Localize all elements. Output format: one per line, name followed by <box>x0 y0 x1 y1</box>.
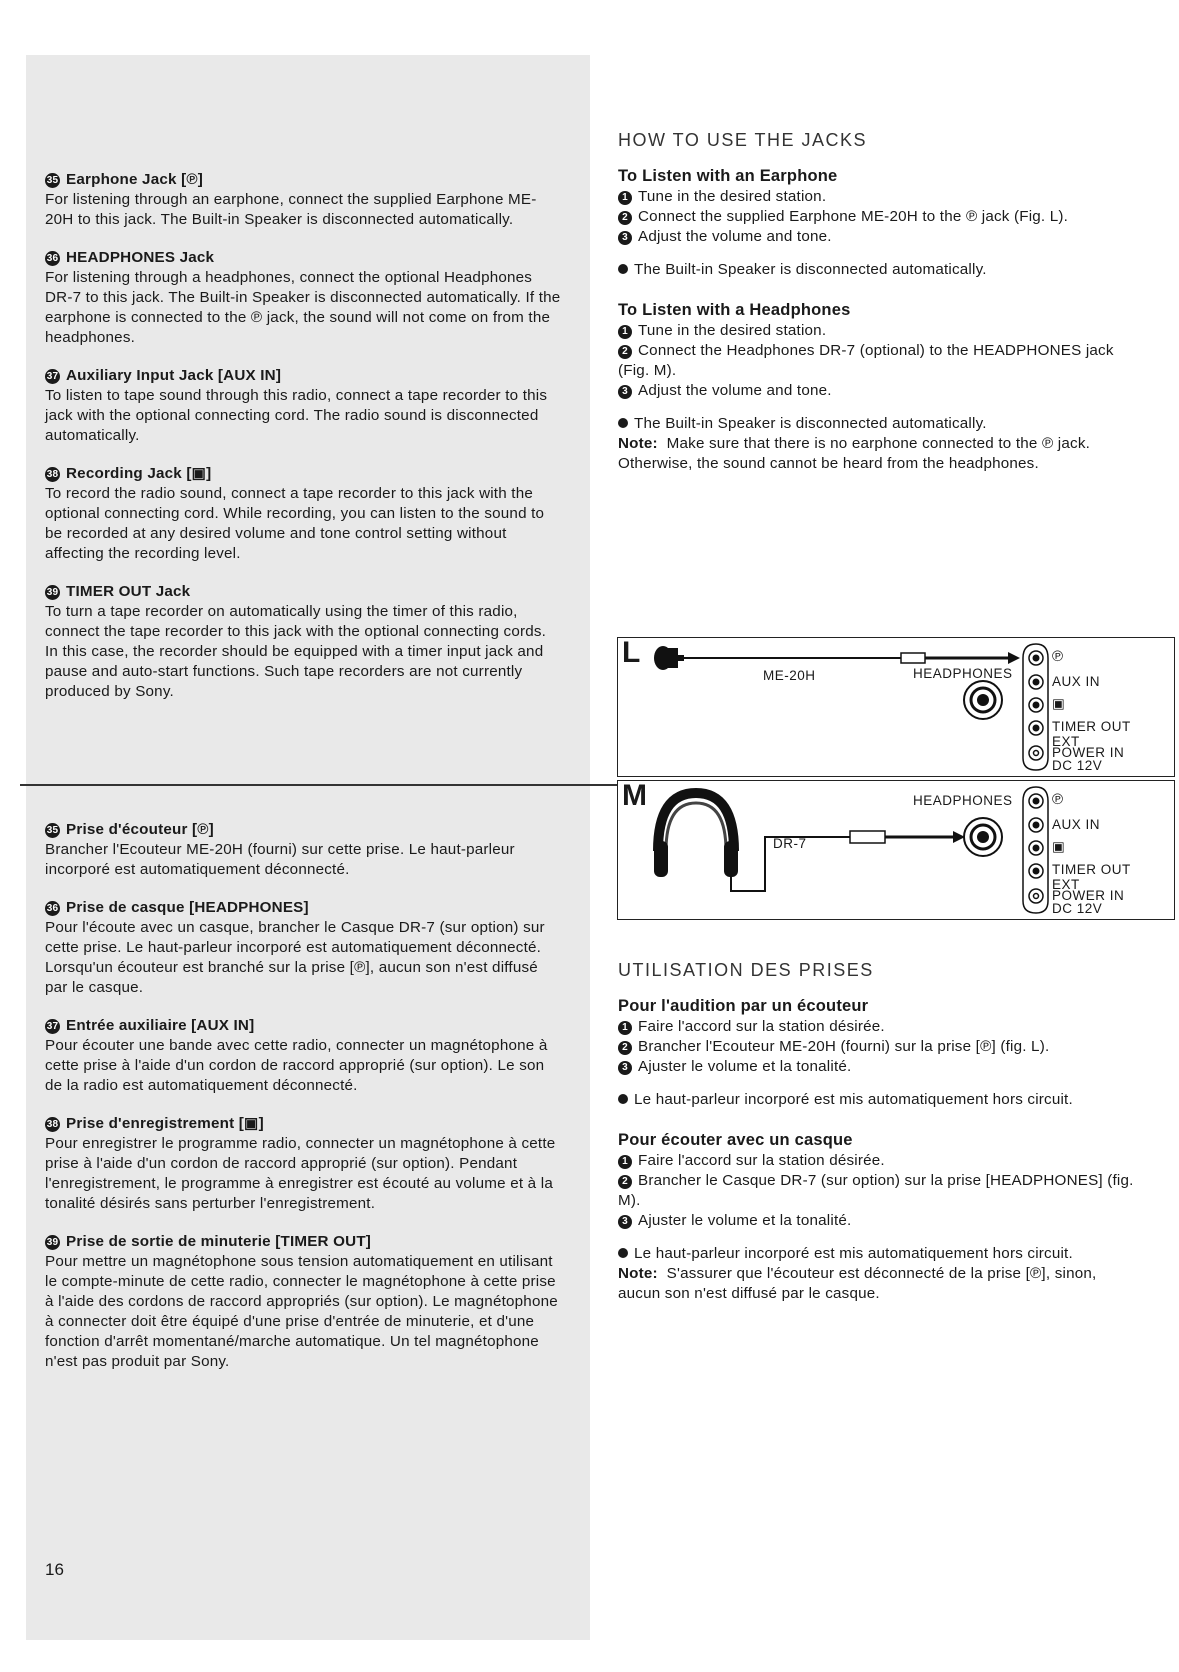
jack-descriptions-english <box>45 170 562 720</box>
step-2: 2 Brancher l'Ecouteur ME-20H (fourni) sur la prise [℗] (fig. L). <box>618 1037 1138 1057</box>
item-title: Prise de casque [HEADPHONES] <box>66 899 309 916</box>
page-number: 16 <box>45 1560 64 1579</box>
item-body: Pour mettre un magnétophone sous tension automatiquement en utilisant le compte-minute de cette radio, connecter le magnétophone à cette prise à l'aide des cordons de raccord appropriés (sur option). Le magnétophone à connecter doit être équipé d'une prise d'entrée de minuterie, et d'une fonction d'arrêt momentané/marche automatique. Un tel magnétophone n'est pas produit par Sony. <box>45 1253 558 1370</box>
jack-label-dc: DC 12V <box>1052 901 1103 916</box>
step-1: 1 Faire l'accord sur la station désirée. <box>618 1151 1138 1171</box>
jack-label-aux-in: AUX IN <box>1052 817 1101 832</box>
jack-descriptions-french <box>45 820 562 1390</box>
item-title: Prise d'écouteur [℗] <box>66 821 214 838</box>
item-headphones-jack <box>45 248 562 348</box>
figure-letter: M <box>622 779 647 812</box>
jack-label-aux-in: AUX IN <box>1052 674 1101 689</box>
item-timer-out-jack <box>45 582 562 702</box>
item-number: 39 <box>46 587 59 598</box>
cable-label: DR-7 <box>773 836 807 851</box>
figure-l <box>617 637 1175 777</box>
item-title: Recording Jack [▣] <box>66 465 212 482</box>
item-number: 38 <box>46 1119 59 1130</box>
item-prise-minuterie <box>45 1232 562 1372</box>
section-heading: UTILISATION DES PRISES <box>618 960 874 980</box>
jack-label: HEADPHONES <box>913 793 1013 808</box>
subheading-earphone: Pour l'audition par un écouteur <box>618 997 869 1015</box>
item-body: Pour écouter une bande avec cette radio, connecter un magnétophone à cette prise à l'aide d'un cordon de raccord approprié (sur option). Le son de la radio est automatiquement déconnecté. <box>45 1037 548 1094</box>
bullet-note: The Built-in Speaker is disconnected automatically. <box>618 414 1138 434</box>
item-number: 39 <box>46 1237 59 1248</box>
jack-label-timer-out: TIMER OUT <box>1052 862 1131 877</box>
item-body: For listening through an earphone, connect the supplied Earphone ME-20H to this jack. The Built-in Speaker is disconnected automatically. <box>45 191 537 228</box>
bullet-note: Le haut-parleur incorporé est mis automatiquement hors circuit. <box>618 1244 1138 1264</box>
item-title: Entrée auxiliaire [AUX IN] <box>66 1017 255 1034</box>
jack-label-dc: DC 12V <box>1052 758 1103 773</box>
jack-label-earphone: ℗ <box>1052 791 1064 808</box>
jack-label-power-in: POWER IN <box>1052 888 1125 903</box>
item-prise-enregistrement <box>45 1114 562 1214</box>
note: Note: S'assurer que l'écouteur est déconnecté de la prise [℗], sinon, aucun son n'est diffusé par le casque. <box>618 1265 1097 1302</box>
item-title: Prise d'enregistrement [▣] <box>66 1115 264 1132</box>
item-number: 36 <box>46 903 59 914</box>
figure-m <box>617 780 1175 920</box>
item-title: Auxiliary Input Jack [AUX IN] <box>66 367 282 384</box>
subheading-earphone: To Listen with an Earphone <box>618 167 838 185</box>
item-body: To turn a tape recorder on automatically using the timer of this radio, connect the tape recorder to this jack with the optional connecting cords. In this case, the recorder should be equipped with a timer input jack and pause and auto-start functions. Such tape recorders are not currently produced by Sony. <box>45 603 547 700</box>
how-to-use-french <box>618 960 1138 1304</box>
item-title: Earphone Jack [℗] <box>66 171 203 188</box>
subheading-headphones: To Listen with a Headphones <box>618 301 851 319</box>
how-to-use-english <box>618 130 1138 474</box>
jack-label-timer-out: TIMER OUT <box>1052 719 1131 734</box>
jack-label-ext: EXT <box>1052 734 1080 749</box>
item-number: 35 <box>46 175 59 186</box>
note: Note: Make sure that there is no earphone connected to the ℗ jack. Otherwise, the sound cannot be heard from the headphones. <box>618 435 1091 472</box>
cable-label: ME-20H <box>763 668 816 683</box>
item-body: Pour l'écoute avec un casque, brancher le Casque DR-7 (sur option) sur cette prise. Le haut-parleur incorporé est automatiquement déconnecté. Lorsqu'un écouteur est branché sur la prise [℗], aucun son n'est diffusé par le casque. <box>45 919 545 996</box>
step-2: 2 Connect the supplied Earphone ME-20H to the ℗ jack (Fig. L). <box>618 207 1138 227</box>
item-prise-ecouteur <box>45 820 562 880</box>
item-entree-auxiliaire <box>45 1016 562 1096</box>
item-recording-jack <box>45 464 562 564</box>
item-body: Pour enregistrer le programme radio, connecter un magnétophone à cette prise à l'aide d'un cordon de raccord approprié (sur option). Pendant l'enregistrement, le programme à enregistrer est écouté au volume et à la tonalité désirés sans perturber l'enregistrement. <box>45 1135 556 1212</box>
figure-letter: L <box>622 636 641 669</box>
step-1: 1 Tune in the desired station. <box>618 187 1138 207</box>
item-number: 37 <box>46 371 59 382</box>
step-3: 3 Adjust the volume and tone. <box>618 381 1138 401</box>
item-number: 35 <box>46 825 59 836</box>
item-title: Prise de sortie de minuterie [TIMER OUT] <box>66 1233 372 1250</box>
section-heading: HOW TO USE THE JACKS <box>618 130 868 150</box>
item-prise-casque <box>45 898 562 998</box>
item-number: 37 <box>46 1021 59 1032</box>
item-aux-in-jack <box>45 366 562 446</box>
jack-label-ext: EXT <box>1052 877 1080 892</box>
step-3: 3 Adjust the volume and tone. <box>618 227 1138 247</box>
step-1: 1 Faire l'accord sur la station désirée. <box>618 1017 1138 1037</box>
bullet-note: Le haut-parleur incorporé est mis automatiquement hors circuit. <box>618 1090 1138 1110</box>
item-body: To listen to tape sound through this radio, connect a tape recorder to this jack with the optional connecting cord. The radio sound is disconnected automatically. <box>45 387 548 444</box>
jack-label-power-in: POWER IN <box>1052 745 1125 760</box>
item-body: To record the radio sound, connect a tape recorder to this jack with the optional connecting cord. While recording, you can listen to the sound to be recorded at any desired volume and tone control setting without affecting the recording level. <box>45 485 545 562</box>
item-title: HEADPHONES Jack <box>66 249 215 266</box>
step-3: 3 Ajuster le volume et la tonalité. <box>618 1211 1138 1231</box>
step-2: 2 Connect the Headphones DR-7 (optional) to the HEADPHONES jack (Fig. M). <box>618 342 1114 379</box>
jack-label-recording: ▣ <box>1052 839 1066 854</box>
bullet-note: The Built-in Speaker is disconnected automatically. <box>618 260 1138 280</box>
item-earphone-jack <box>45 170 562 230</box>
step-2: 2 Brancher le Casque DR-7 (sur option) sur la prise [HEADPHONES] (fig. M). <box>618 1172 1134 1209</box>
jack-label: HEADPHONES <box>913 666 1013 681</box>
step-1: 1 Tune in the desired station. <box>618 321 1138 341</box>
jack-label-earphone: ℗ <box>1052 648 1064 665</box>
subheading-headphones: Pour écouter avec un casque <box>618 1131 853 1149</box>
jack-label-recording: ▣ <box>1052 696 1066 711</box>
step-3: 3 Ajuster le volume et la tonalité. <box>618 1057 1138 1077</box>
item-title: TIMER OUT Jack <box>66 583 191 600</box>
item-number: 36 <box>46 253 59 264</box>
item-body: For listening through a headphones, connect the optional Headphones DR-7 to this jack. The Built-in Speaker is disconnected automatically. If the earphone is connected to the ℗ jack, the sound will not come on from the headphones. <box>45 269 561 346</box>
item-body: Brancher l'Ecouteur ME-20H (fourni) sur cette prise. Le haut-parleur incorporé est automatiquement déconnecté. <box>45 841 515 878</box>
item-number: 38 <box>46 469 59 480</box>
